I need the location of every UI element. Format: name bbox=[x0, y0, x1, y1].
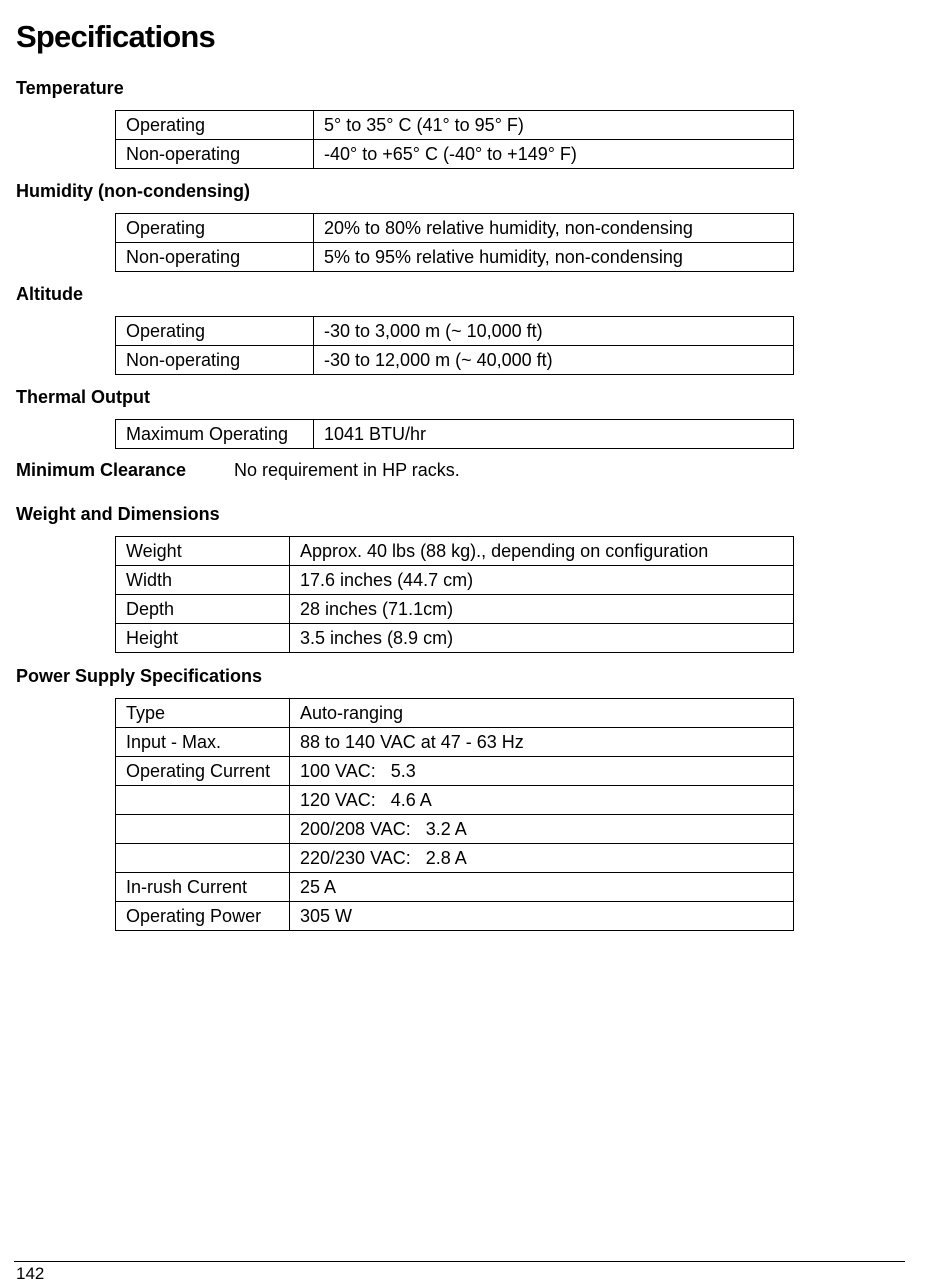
table-row bbox=[116, 902, 794, 931]
row-value: -40° to +65° C (-40° to +149° F) bbox=[314, 140, 794, 169]
table-row bbox=[116, 624, 794, 653]
clearance-value: No requirement in HP racks. bbox=[234, 460, 460, 480]
row-label: Non-operating bbox=[116, 346, 314, 375]
row-label: Operating bbox=[116, 214, 314, 243]
row-label bbox=[116, 786, 290, 815]
row-value: 28 inches (71.1cm) bbox=[290, 595, 794, 624]
row-label: Maximum Operating bbox=[116, 420, 314, 449]
row-value: 88 to 140 VAC at 47 - 63 Hz bbox=[290, 728, 794, 757]
table-row bbox=[116, 699, 794, 728]
temperature-heading: Temperature bbox=[16, 78, 124, 98]
table-row bbox=[116, 815, 794, 844]
table-row bbox=[116, 420, 794, 449]
thermal-heading: Thermal Output bbox=[16, 387, 150, 407]
row-value: 220/230 VAC: 2.8 A bbox=[290, 844, 794, 873]
table-row bbox=[116, 214, 794, 243]
row-label bbox=[116, 844, 290, 873]
table-row bbox=[116, 537, 794, 566]
row-value: 25 A bbox=[290, 873, 794, 902]
row-value: Approx. 40 lbs (88 kg)., depending on configuration bbox=[290, 537, 794, 566]
table-row bbox=[116, 595, 794, 624]
table-row bbox=[116, 317, 794, 346]
row-label: Weight bbox=[116, 537, 290, 566]
row-label: Width bbox=[116, 566, 290, 595]
row-label: Operating Current bbox=[116, 757, 290, 786]
table-row bbox=[116, 873, 794, 902]
humidity-heading: Humidity (non-condensing) bbox=[16, 181, 250, 201]
row-label bbox=[116, 815, 290, 844]
row-value: 100 VAC: 5.3 bbox=[290, 757, 794, 786]
clearance-label: Minimum Clearance bbox=[16, 460, 187, 480]
row-value: 3.5 inches (8.9 cm) bbox=[290, 624, 794, 653]
table-row bbox=[116, 844, 794, 873]
row-label: Height bbox=[116, 624, 290, 653]
row-value: -30 to 3,000 m (~ 10,000 ft) bbox=[314, 317, 794, 346]
altitude-heading: Altitude bbox=[16, 284, 83, 304]
weight-heading: Weight and Dimensions bbox=[16, 504, 220, 524]
row-value: 5° to 35° C (41° to 95° F) bbox=[314, 111, 794, 140]
footer-divider bbox=[14, 1261, 905, 1262]
row-value: 17.6 inches (44.7 cm) bbox=[290, 566, 794, 595]
row-label: Operating bbox=[116, 317, 314, 346]
table-row bbox=[116, 346, 794, 375]
row-label: Non-operating bbox=[116, 243, 314, 272]
row-value: 5% to 95% relative humidity, non-condensing bbox=[314, 243, 794, 272]
row-label: Operating Power bbox=[116, 902, 290, 931]
row-value: Auto-ranging bbox=[290, 699, 794, 728]
row-value: -30 to 12,000 m (~ 40,000 ft) bbox=[314, 346, 794, 375]
table-row bbox=[116, 786, 794, 815]
humidity-table bbox=[115, 213, 794, 272]
temperature-table bbox=[115, 110, 794, 169]
row-label: Operating bbox=[116, 111, 314, 140]
power-heading: Power Supply Specifications bbox=[16, 666, 263, 686]
row-value: 120 VAC: 4.6 A bbox=[290, 786, 794, 815]
row-value: 20% to 80% relative humidity, non-condensing bbox=[314, 214, 794, 243]
row-label: In-rush Current bbox=[116, 873, 290, 902]
row-label: Non-operating bbox=[116, 140, 314, 169]
thermal-table bbox=[115, 419, 794, 449]
row-label: Depth bbox=[116, 595, 290, 624]
row-value: 200/208 VAC: 3.2 A bbox=[290, 815, 794, 844]
table-row bbox=[116, 140, 794, 169]
table-row bbox=[116, 566, 794, 595]
page-number: 142 bbox=[16, 1264, 45, 1283]
altitude-table bbox=[115, 316, 794, 375]
row-value: 305 W bbox=[290, 902, 794, 931]
row-label: Input - Max. bbox=[116, 728, 290, 757]
row-label: Type bbox=[116, 699, 290, 728]
weight-table bbox=[115, 536, 794, 653]
page-title: Specifications bbox=[16, 19, 215, 54]
row-value: 1041 BTU/hr bbox=[314, 420, 794, 449]
table-row bbox=[116, 757, 794, 786]
table-row bbox=[116, 243, 794, 272]
power-table bbox=[115, 698, 794, 931]
table-row bbox=[116, 728, 794, 757]
table-row bbox=[116, 111, 794, 140]
